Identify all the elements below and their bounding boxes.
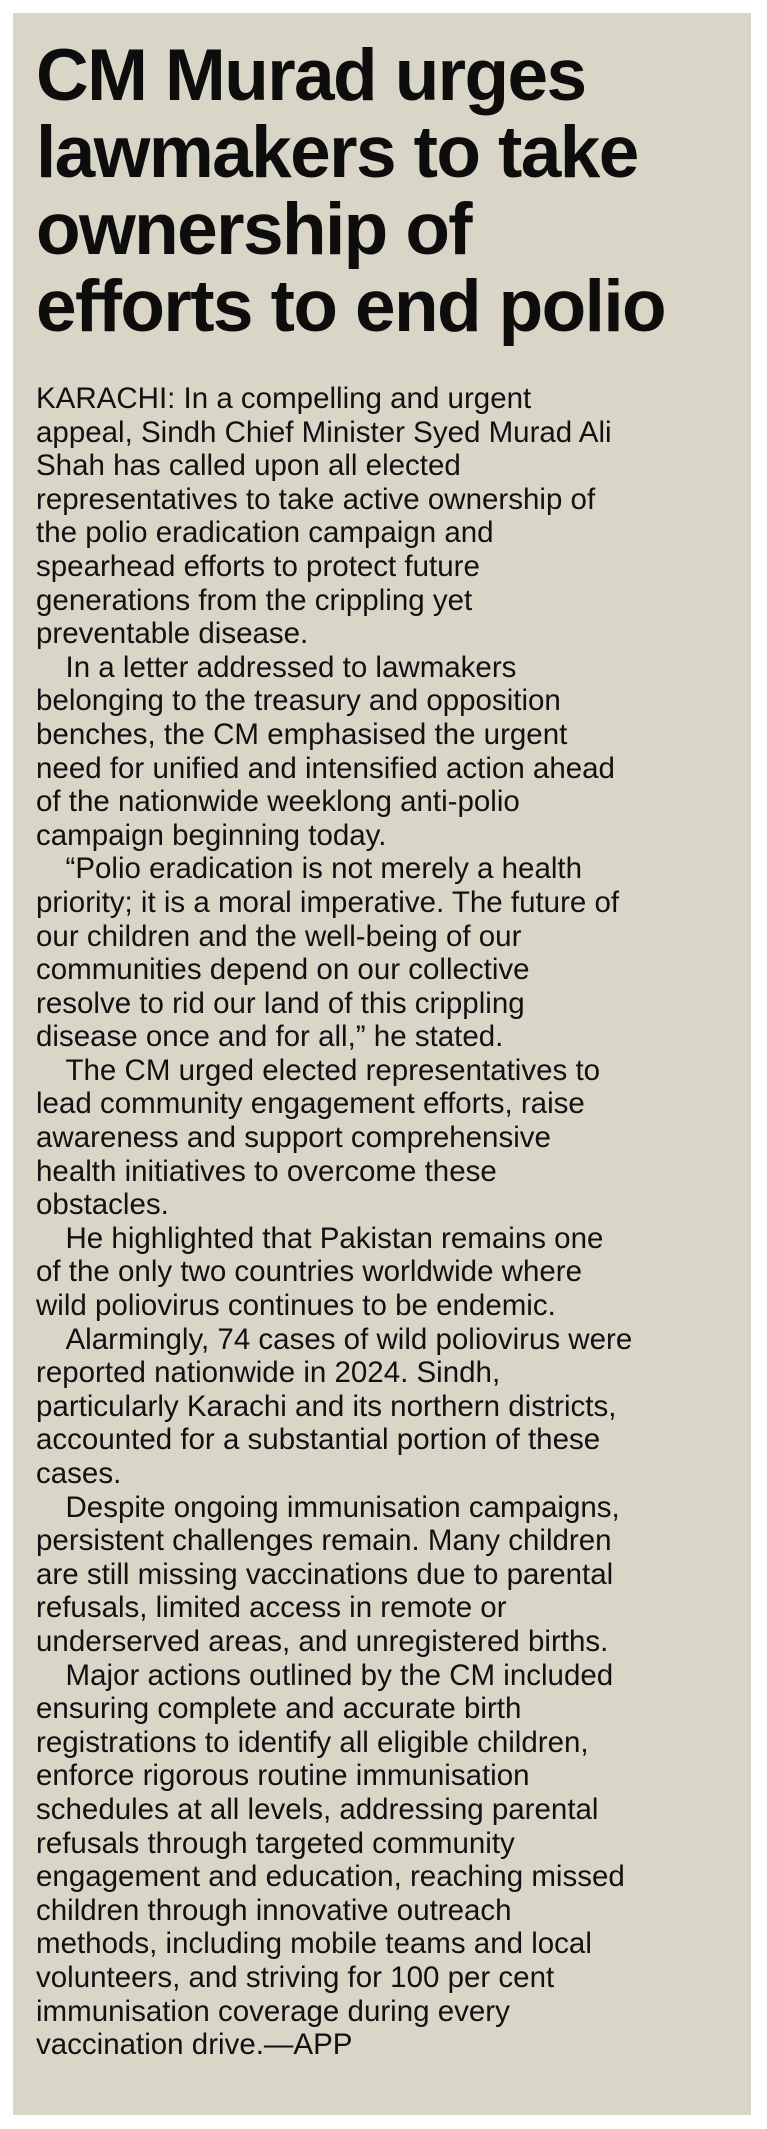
paragraph-representatives: The CM urged elected representatives to lead community engagement efforts, raise awareness and support comprehensive health initiatives to overcome these obstacles.: [36, 1053, 601, 1222]
paragraph-endemic: He highlighted that Pakistan remains one of the only two countries worldwide where wild poliovirus continues to be endemic.: [36, 1221, 604, 1323]
article-body: [36, 382, 731, 2062]
paragraph-dateline: KARACHI: In a compelling and urgent appeal, Sindh Chief Minister Syed Murad Ali Shah has called upon all elected representatives to take active ownership of the polio eradication campaign and spearhead efforts to protect future generations from the crippling yet preventable disease.: [36, 382, 612, 651]
paragraph-cases: Alarmingly, 74 cases of wild poliovirus were reported nationwide in 2024. Sindh, particularly Karachi and its northern districts, accounted for a substantial portion of these cases.: [36, 1322, 633, 1490]
paragraph-challenges: Despite ongoing immunisation campaigns, persistent challenges remain. Many children are still missing vaccinations due to parental refusals, limited access in remote or underserved areas, and unregistered births.: [36, 1490, 620, 1658]
headline: CM Murad urges lawmakers to take ownership of efforts to end polio: [36, 35, 665, 347]
paragraph-letter: In a letter addressed to lawmakers belonging to the treasury and opposition benches, the CM emphasised the urgent need for unified and intensified action ahead of the nationwide weeklong anti-polio campaign beginning today.: [36, 650, 615, 852]
paragraph-quote: “Polio eradication is not merely a health priority; it is a moral imperative. The future of our children and the well-being of our communities depend on our collective resolve to rid our land of this crippling disease once and for all,” he stated.: [36, 852, 620, 1054]
news-clipping: [13, 13, 751, 2115]
paragraph-actions: Major actions outlined by the CM included ensuring complete and accurate birth registrations to identify all eligible children, enforce rigorous routine immunisation schedules at all levels, addressing parental refusals through targeted community engagement and education, reaching missed children through innovative outreach methods, including mobile teams and local volunteers, and striving for 100 per cent immunisation coverage during every vaccination drive.—APP: [36, 1658, 625, 2062]
